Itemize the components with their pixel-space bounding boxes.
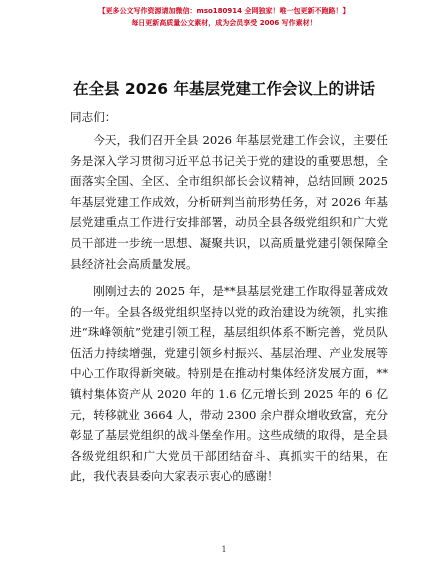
paragraph-2: 刚刚过去的 2025 年，是**县基层党建工作取得显著成效的一年。全县各级党组织坚持以党的政治建设为统领，扎实推进“珠峰领航”党建引领工程，基层组织体系不断完善，党员队伍活力持续增强，党建引领乡村振兴、基层治理、产业发展等中心工作取得新突破。特别是在推动村集体经济发展方面，**镇村集体资产从 2020 年的 1.6 亿元增长到 2025 年的 6 亿元，转移就业 3664 人，带动 2300 余户群众增收致富，充分彰显了基层党组织的战斗堡垒作用。这些成绩的取得，是全县各级党组织和广大党员干部团结奋斗、真抓实干的结果，在此，我代表县委向大家表示衷心的感谢！ <box>70 284 388 484</box>
document-title: 在全县 2026 年基层党建工作会议上的讲话 <box>73 80 375 98</box>
promo-banner-line-2: 每日更新高质量公文素材，成为会员享受 2006 写作素材！ <box>131 19 317 27</box>
page-number: 1 <box>221 545 227 554</box>
promo-banner <box>0 5 448 29</box>
paragraph-1: 今天，我们召开全县 2026 年基层党建工作会议，主要任务是深入学习贯彻习近平总书记关于党的建设的重要思想，全面落实全国、全区、全市组织部长会议精神，总结回顾 2025 年基层党建工作成效，分析研判当前形势任务，对 2026 年基层党建重点工作进行安排部署，动员全县各级党组织和广大党员干部进一步统一思想、凝聚共识，以高质量党建引领保障全县经济社会高质量发展。 <box>70 133 388 271</box>
salutation: 同志们： <box>70 110 117 124</box>
promo-banner-line-1: 【更多公文写作资源请加微信：mso180914 全网独家！唯一包更新不跑路！】 <box>98 7 350 15</box>
